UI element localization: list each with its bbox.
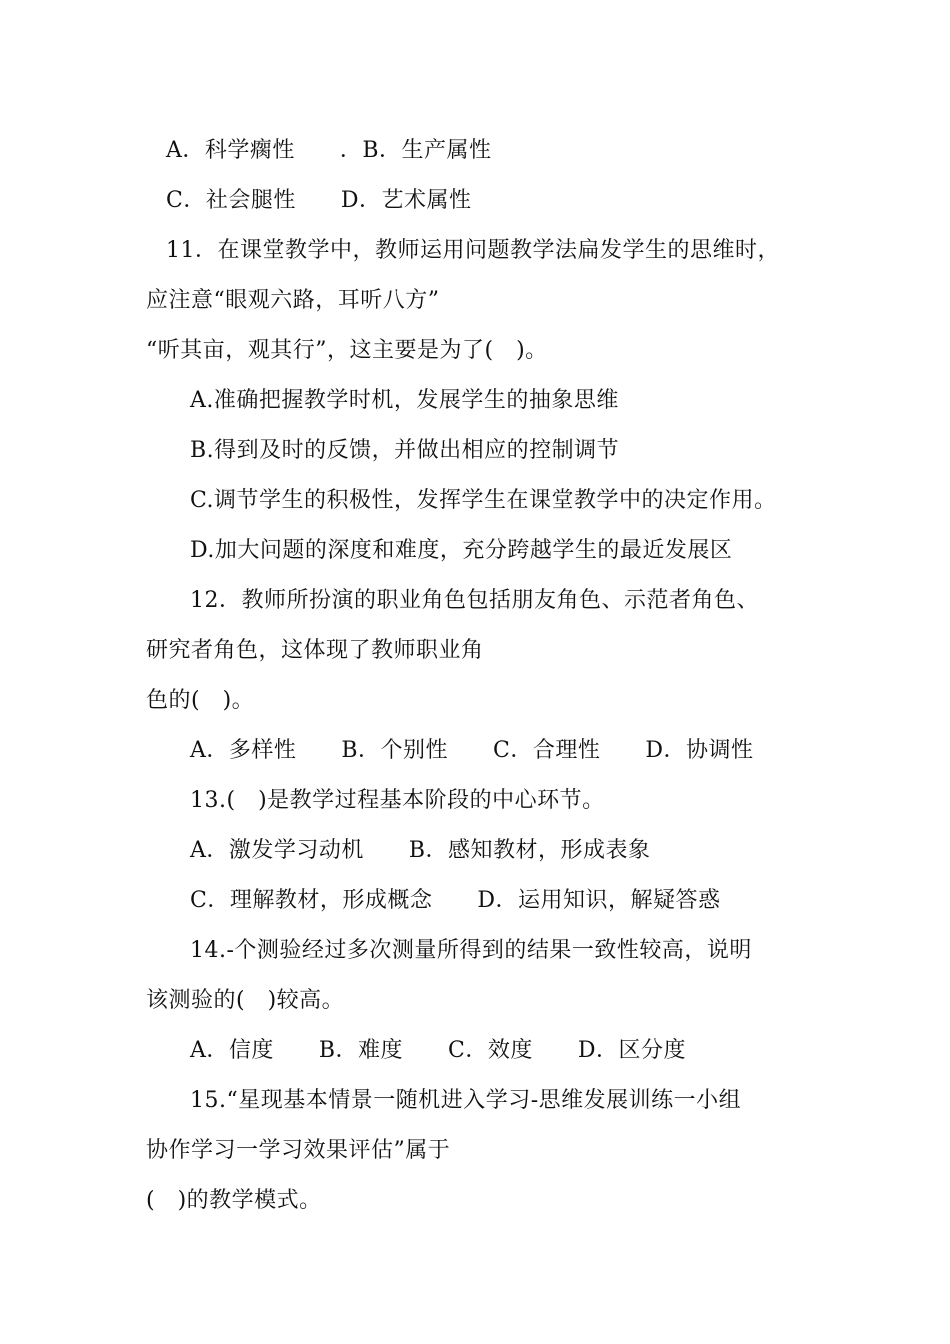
q11-option-c: C.调节学生的积极性，发挥学生在课堂教学中的决定作用。 (190, 488, 777, 513)
q10-options-ab: A．科学瘸性 ．B．生产属性 (166, 138, 492, 163)
q13-stem: 13.( )是教学过程基本阶段的中心环节。 (190, 788, 605, 813)
q11-option-b: B.得到及时的反馈，并做出相应的控制调节 (190, 438, 620, 463)
q11-stem-line2: 应注意“眼观六路，耳听八方” (146, 288, 440, 313)
q15-stem-line1: 15.“星现基本情景一随机进入学习-思维发展训练一小组 (190, 1088, 742, 1113)
q13-options-cd: C．理解教材，形成概念 D．运用知识，解疑答惑 (190, 888, 721, 913)
q12-stem-line1: 12．教师所扮演的职业角色包括朋友角色、示范者角色、 (190, 588, 759, 613)
q14-stem-line1: 14.-个测验经过多次测量所得到的结果一致性较高，说明 (190, 938, 752, 963)
q11-stem-line3: “听其亩，观其行”，这主要是为了( )。 (146, 338, 548, 363)
q12-options: A．多样性 B．个别性 C．合理性 D．协调性 (190, 738, 754, 763)
q15-stem-line2: 协作学习一学习效果评估”属于 (146, 1138, 451, 1163)
q11-option-d: D.加大问题的深度和难度，充分跨越学生的最近发展区 (190, 538, 733, 563)
q14-stem-line2: 该测验的( )较高。 (146, 988, 345, 1013)
q11-stem-line1: 11．在课堂教学中，教师运用问题教学法扁发学生的思维时， (166, 238, 780, 263)
q12-stem-line2: 研究者角色，这体现了教师职业角 (146, 638, 484, 663)
q10-options-cd: C．社会腿性 D．艺术属性 (166, 188, 472, 213)
q11-option-a: A.准确把握教学时机，发展学生的抽象思维 (190, 388, 619, 413)
q14-options: A．信度 B．难度 C．效度 D．区分度 (190, 1038, 687, 1063)
q13-options-ab: A．激发学习动机 B．感知教材，形成表象 (190, 838, 651, 863)
q12-stem-line3: 色的( )。 (146, 688, 255, 713)
q15-stem-line3: ( )的教学模式。 (146, 1188, 322, 1213)
